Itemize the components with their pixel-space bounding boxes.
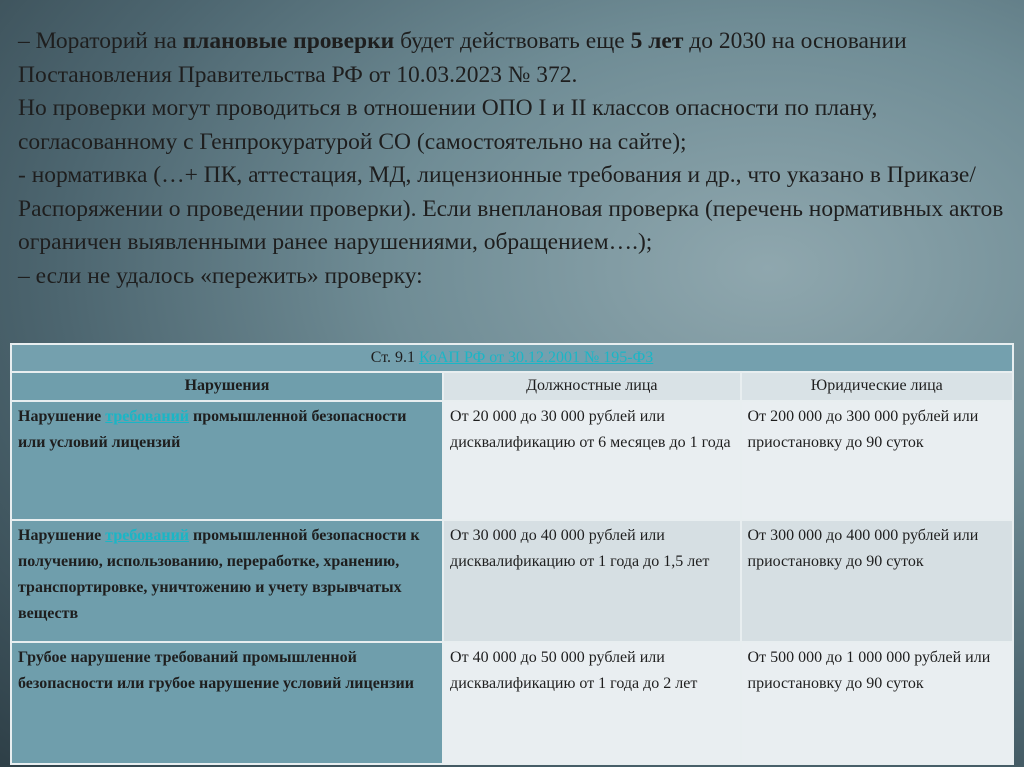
- table-header: [11, 372, 1013, 400]
- title-prefix: Ст. 9.1: [370, 349, 419, 366]
- text-bold: плановые проверки: [182, 28, 395, 54]
- text-run: до 2030 на основании Постановления Правительства РФ от 10.03.2023 № 372.: [18, 28, 907, 88]
- officials-cell: От 20 000 до 30 000 рублей или дисквалификацию от 6 месяцев до 1 года: [443, 401, 740, 521]
- text-run: промышленной безопасности или условий лицензий: [18, 407, 407, 451]
- moratorium-paragraph: [18, 25, 1018, 92]
- table-row: [11, 642, 1013, 764]
- violation-cell: [11, 520, 443, 642]
- officials-cell: От 30 000 до 40 000 рублей или дисквалификацию от 1 года до 1,5 лет: [443, 520, 740, 642]
- text-run: – Мораторий на: [18, 28, 183, 54]
- table-title: [11, 344, 1013, 372]
- penalties-table: [10, 343, 1014, 765]
- requirements-link[interactable]: требований: [105, 407, 190, 425]
- officials-cell: От 40 000 до 50 000 рублей или дисквалификацию от 1 года до 2 лет: [443, 642, 740, 764]
- violation-cell: Грубое нарушение требований промышленной безопасности или грубое нарушение условий лицензии: [11, 642, 443, 764]
- violation-cell: [11, 401, 443, 521]
- legal-cell: От 500 000 до 1 000 000 рублей или приостановку до 90 суток: [741, 642, 1013, 764]
- text-run: Нарушение: [18, 527, 106, 545]
- legal-cell: От 200 000 до 300 000 рублей или приостановку до 90 суток: [741, 401, 1013, 521]
- regulations-paragraph: - нормативка (…+ ПК, аттестация, МД, лицензионные требования и др., что указано в Приказе/Распоряжении о проведении проверки). Если внеплановая проверка (перечень нормативных актов ограничен выявленными ранее нарушениями, обращением….);: [18, 162, 1004, 255]
- table-row: [11, 401, 1013, 521]
- failed-inspection-paragraph: – если не удалось «пережить» проверку:: [18, 262, 423, 289]
- text-run: будет действовать еще: [394, 28, 631, 54]
- table-row: [11, 520, 1013, 642]
- inspections-paragraph: Но проверки могут проводиться в отношении ОПО I и II классов опасности по плану, согласованному с Генпрокуратурой СО (самостоятельно на сайте);: [18, 95, 878, 155]
- header-violations: Нарушения: [11, 372, 443, 400]
- text-bold: 5 лет: [630, 28, 684, 54]
- header-officials: Должностные лица: [443, 372, 740, 400]
- slide-text: [18, 25, 1018, 293]
- requirements-link[interactable]: требований: [105, 527, 190, 545]
- text-run: промышленной безопасности к получению, использованию, переработке, хранению, транспортировке, уничтожению и учету взрывчатых веществ: [18, 527, 420, 623]
- text-run: Нарушение: [18, 407, 106, 425]
- legal-cell: От 300 000 до 400 000 рублей или приостановку до 90 суток: [741, 520, 1013, 642]
- koap-link[interactable]: КоАП РФ от 30.12.2001 № 195-ФЗ: [418, 349, 654, 366]
- header-legal: Юридические лица: [741, 372, 1013, 400]
